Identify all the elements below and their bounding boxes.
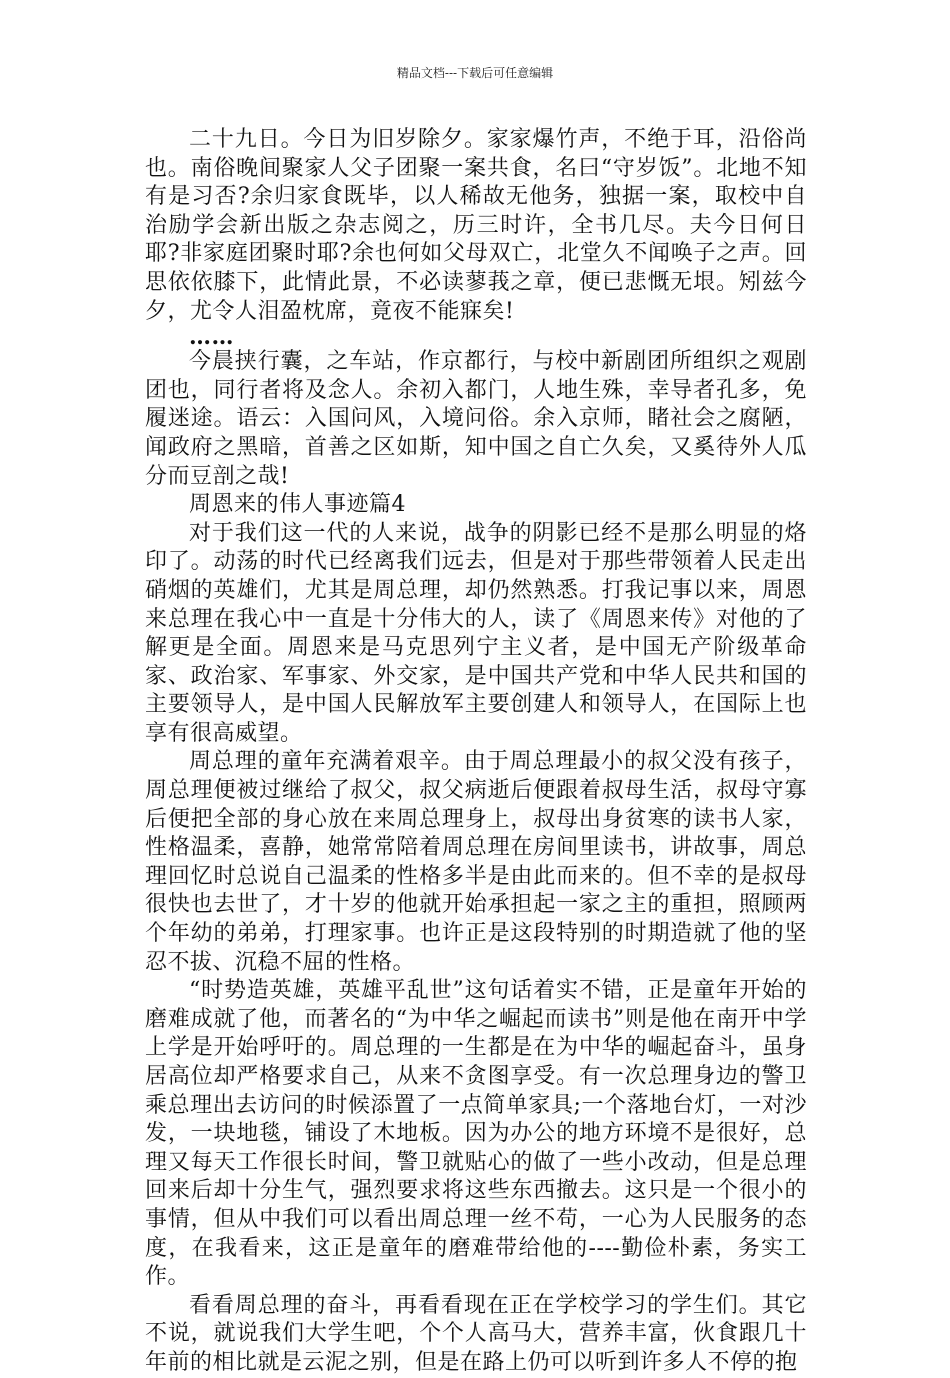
document-body bbox=[145, 126, 807, 1378]
ellipsis-separator: …… bbox=[189, 324, 234, 351]
paragraph-diary-travel: 今晨挟行囊，之车站，作京都行，与校中新剧团所组织之观剧团也，同行者将及念人。余初入都门，人地生殊，幸导者孔多，免履迷途。语云：入国问风，入境问俗。余入京师，睹社会之腐陋，闻政府之黑暗，首善之区如斯，知中国之自亡久矣，又奚待外人瓜分而豆剖之哉! bbox=[145, 349, 807, 489]
paragraph-childhood: 周总理的童年充满着艰辛。由于周总理最小的叔父没有孩子，周总理便被过继给了叔父，叔父病逝后便跟着叔母生活，叔母守寡后便把全部的身心放在来周总理身上，叔母出身贫寒的读书人家，性格温柔，喜静，她常常陪着周总理在房间里读书，讲故事，周总理回忆时总说自己温柔的性格多半是由此而来的。但不幸的是叔母很快也去世了，才十岁的他就开始承担起一家之主的重担，照顾两个年幼的弟弟，打理家事。也许正是这段特别的时期造就了他的坚忍不拔、沉稳不屈的性格。 bbox=[145, 749, 807, 975]
paragraph-diary-new-year-eve: 二十九日。今日为旧岁除夕。家家爆竹声，不绝于耳，沿俗尚也。南俗晚间聚家人父子团聚一案共食，名曰“守岁饭”。北地不知有是习否?余归家食既毕，以人稀故无他务，独据一案，取校中自治励学会新出版之杂志阅之，历三时许，全书几尽。夫今日何日耶?非家庭团聚时耶?余也何如父母双亡，北堂久不闻唤子之声。回思依依膝下，此情此景，不必读蓼莪之章，便已悲慨无垠。矧兹今夕，尤令人泪盈枕席，竟夜不能寐矣! bbox=[145, 127, 807, 324]
page-header: 精品文档---下载后可任意编辑 bbox=[396, 66, 554, 80]
paragraph-students: 看看周总理的奋斗，再看看现在正在学校学习的学生们。其它不说，就说我们大学生吧，个个人高马大，营养丰富，伙食跟几十年前的相比就是云泥之别，但是在路上仍可以听到许多人不停的抱 bbox=[145, 1292, 807, 1375]
paragraph-hardship: “时势造英雄，英雄平乱世”这句话着实不错，正是童年开始的磨难成就了他，而著名的“为中华之崛起而读书”则是他在南开中学上学是开始呼吁的。周总理的一生都是在为中华的崛起奋斗，虽身居高位却严格要求自己，从来不贪图享受。有一次总理身边的警卫乘总理出去访问的时候添置了一点简单家具;一个落地台灯，一对沙发，一块地毯，铺设了木地板。因为办公的地方环境不是很好，总理又每天工作很长时间，警卫就贴心的做了一些小改动，但是总理回来后却十分生气，强烈要求将这些东西撤去。这只是一个很小的事情，但从中我们可以看出周总理一丝不苟，一心为人民服务的态度，在我看来，这正是童年的磨难带给他的----勤俭朴素，务实工作。 bbox=[145, 978, 807, 1290]
paragraph-intro: 对于我们这一代的人来说，战争的阴影已经不是那么明显的烙印了。动荡的时代已经离我们远去，但是对于那些带领着人民走出硝烟的英雄们，尤其是周总理，却仍然熟悉。打我记事以来，周恩来总理在我心中一直是十分伟大的人，读了《周恩来传》对他的了解更是全面。周恩来是马克思列宁主义者，是中国无产阶级革命家、政治家、军事家、外交家，是中国共产党和中华人民共和国的主要领导人，是中国人民解放军主要创建人和领导人，在国际上也享有很高威望。 bbox=[145, 520, 807, 746]
section-title: 周恩来的伟人事迹篇4 bbox=[189, 492, 406, 518]
